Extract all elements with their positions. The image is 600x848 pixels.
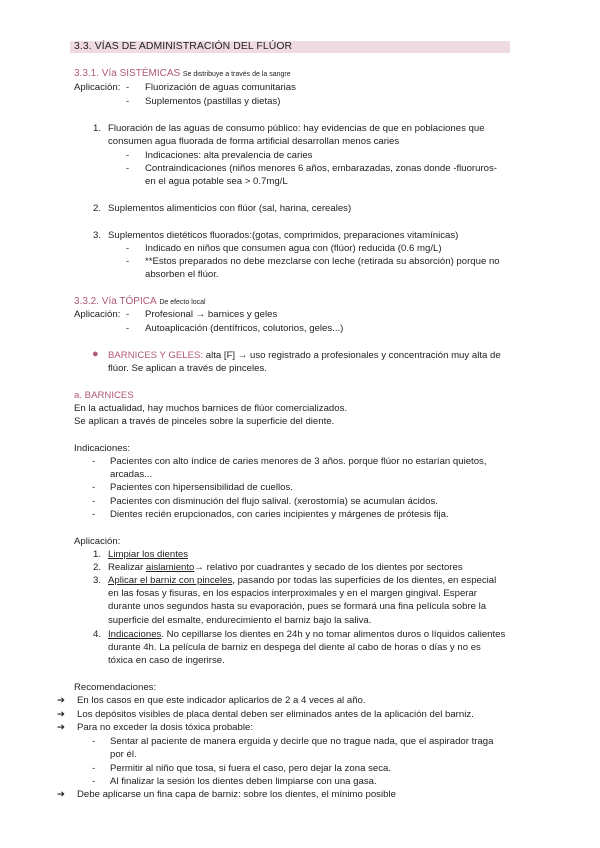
list-number: 3. bbox=[93, 230, 102, 241]
barnices-geles-text: alta [F] → uso registrado a profesionales y concentración muy alta de bbox=[205, 350, 501, 361]
list-number: 1. bbox=[93, 549, 102, 560]
systemic-app-label: Aplicación: bbox=[74, 82, 121, 93]
list-number: 4. bbox=[93, 629, 102, 640]
barnices-heading: a. BARNICES bbox=[74, 390, 134, 401]
indicaciones-title: Indicaciones: bbox=[74, 443, 130, 454]
indicacion-1a: Pacientes con alto índice de caries menores de 3 años. porque flúor no estarían quietos, bbox=[110, 456, 487, 467]
recomendacion-3: Para no exceder la dosis tóxica probable: bbox=[77, 722, 253, 733]
bullet-icon: ● bbox=[92, 348, 99, 360]
topical-heading: 3.3.2. Vía TÓPICA bbox=[74, 296, 157, 307]
list-number: 3. bbox=[93, 575, 102, 586]
step-indicaciones-l3: tóxica en caso de ingerirse. bbox=[108, 655, 225, 666]
dash: - bbox=[92, 509, 96, 520]
recomendacion-4: Debe aplicarse un fina capa de barniz: sobre los dientes, el mínimo posible bbox=[77, 789, 396, 800]
dash: - bbox=[92, 763, 96, 774]
step-indicaciones-post: . No cepillarse los dientes en 24h y no tomar alimentos duros o líquidos calientes bbox=[161, 629, 506, 640]
barnices-geles-line-2: flúor. Se aplican a través de pinceles. bbox=[108, 363, 267, 374]
fluoracion-contra-1: Contraindicaciones (niños menores 6 años, embarazadas, zonas donde -fluoruros- bbox=[145, 163, 497, 174]
fluoracion-line-2: consumen agua fluorada de forma artificial desarrollan menos caries bbox=[108, 136, 400, 147]
dash: - bbox=[92, 496, 96, 507]
dash: - bbox=[126, 243, 130, 254]
step-indicaciones bbox=[108, 628, 505, 642]
indicacion-1b: arcadas... bbox=[110, 469, 153, 480]
step-aislamiento-u: aislamiento bbox=[145, 562, 195, 573]
fluoracion-indicaciones: Indicaciones: alta prevalencia de caries bbox=[145, 150, 313, 161]
recomendacion-3b: Permitir al niño que tosa, si fuera el caso, pero dejar la zona seca. bbox=[110, 763, 392, 774]
systemic-item-2: Suplementos (pastillas y dietas) bbox=[145, 96, 281, 107]
dieteticos-note-1: **Estos preparados no debe mezclarse con leche (retirada su absorción) porque no bbox=[145, 256, 500, 267]
step-aislamiento-pre: Realizar bbox=[108, 562, 146, 573]
list-number: 2. bbox=[93, 203, 102, 214]
recomendacion-1: En los casos en que este indicador aplicarlos de 2 a 4 veces al año. bbox=[77, 695, 366, 706]
recomendacion-3a-2: por él. bbox=[110, 749, 137, 760]
step-aplicar-l2: en las fosas y fisuras, en los espacios interproximales y en el margen gingival. Esperar bbox=[108, 588, 478, 599]
dash: - bbox=[92, 482, 96, 493]
indicacion-3: Pacientes con disminución del flujo salival. (xerostomía) se acumulan ácidos. bbox=[110, 496, 438, 507]
step-aplicar-post: , pasando por todas las superficies de los dientes, en especial bbox=[232, 575, 497, 586]
topical-note: De efecto local bbox=[159, 299, 206, 306]
suplementos-alimenticios: Suplementos alimenticios con flúor (sal, harina, cereales) bbox=[108, 203, 352, 214]
fluoracion-contra-2: en el agua potable sea > 0.7mg/L bbox=[145, 176, 288, 187]
step-aislamiento bbox=[108, 561, 463, 575]
dieteticos-indicado: Indicado en niños que consumen agua con (flúor) reducida (0.6 mg/L) bbox=[145, 243, 442, 254]
dash: - bbox=[126, 82, 130, 93]
suplementos-dieteticos: Suplementos dietéticos fluorados:(gotas, comprimidos, preparaciones vitamínicas) bbox=[108, 230, 459, 241]
step-indicaciones-u: Indicaciones bbox=[108, 629, 162, 640]
step-aplicar-l4: superficie del esmalte, endurecimiento el barniz bajo la saliva. bbox=[108, 615, 372, 626]
step-indicaciones-l2: durante 4h. La película de barniz en despega del diente al cabo de horas o días y no es bbox=[108, 642, 481, 653]
dash: - bbox=[92, 736, 96, 747]
step-aplicar-l3: durante unos segundos hasta su evaporación, pues se formará una fina película sobre la bbox=[108, 601, 487, 612]
dash: - bbox=[92, 456, 96, 467]
dieteticos-note-2: absorben el flúor. bbox=[145, 269, 219, 280]
step-aislamiento-post: → relativo por cuadrantes y secado de los dientes por sectores bbox=[194, 562, 463, 573]
dash: - bbox=[126, 309, 130, 320]
systemic-item-1: Fluorización de aguas comunitarias bbox=[145, 82, 296, 93]
systemic-note: Se distribuye a través de la sangre bbox=[182, 71, 291, 78]
topical-item-1: Profesional → barnices y geles bbox=[145, 309, 278, 320]
arrow-icon: ➔ bbox=[57, 709, 66, 720]
recomendacion-3a-1: Sentar al paciente de manera erguida y decirle que no trague nada, que el aspirador traga bbox=[110, 736, 494, 747]
topical-app-label: Aplicación: bbox=[74, 309, 121, 320]
topical-item-2: Autoaplicación (dentífricos, colutorios, geles...) bbox=[145, 323, 344, 334]
recomendaciones-title: Recomendaciones: bbox=[74, 682, 157, 693]
arrow-icon: ➔ bbox=[57, 722, 66, 733]
barnices-intro-2: Se aplican a través de pinceles sobre la superficie del diente. bbox=[74, 416, 335, 427]
dash: - bbox=[126, 323, 130, 334]
recomendacion-3c: Al finalizar la sesión los dientes deben limpiarse con una gasa. bbox=[110, 776, 377, 787]
list-number: 1. bbox=[93, 123, 102, 134]
dash: - bbox=[126, 256, 130, 267]
aplicacion-title: Aplicación: bbox=[74, 536, 121, 547]
systemic-heading-line bbox=[74, 67, 291, 82]
dash: - bbox=[126, 163, 130, 174]
recomendacion-2: Los depósitos visibles de placa dental deben ser eliminados antes de la aplicación del barniz. bbox=[77, 709, 474, 720]
dash: - bbox=[126, 96, 130, 107]
step-aplicar-u: Aplicar el barniz con pinceles bbox=[108, 575, 233, 586]
barnices-geles-line-1 bbox=[108, 349, 501, 363]
step-aplicar bbox=[108, 574, 496, 588]
barnices-geles-head: BARNICES Y GELES: bbox=[108, 350, 204, 361]
step-limpiar: Limpiar los dientes bbox=[108, 549, 188, 560]
arrow-icon: ➔ bbox=[57, 789, 66, 800]
arrow-icon: ➔ bbox=[57, 695, 66, 706]
dash: - bbox=[92, 776, 96, 787]
indicacion-2: Pacientes con hipersensibilidad de cuellos. bbox=[110, 482, 293, 493]
fluoracion-line-1: Fluoración de las aguas de consumo público: hay evidencias de que en poblaciones que bbox=[108, 123, 485, 134]
systemic-heading: 3.3.1. Vía SISTÉMICAS bbox=[74, 68, 181, 79]
indicacion-4: Dientes recién erupcionados, con caries incipientes y márgenes de prótesis fija. bbox=[110, 509, 449, 520]
section-title: 3.3. VÍAS DE ADMINISTRACIÓN DEL FLÚOR bbox=[74, 41, 293, 52]
list-number: 2. bbox=[93, 562, 102, 573]
dash: - bbox=[126, 150, 130, 161]
barnices-intro-1: En la actualidad, hay muchos barnices de flúor comercializados. bbox=[74, 403, 348, 414]
